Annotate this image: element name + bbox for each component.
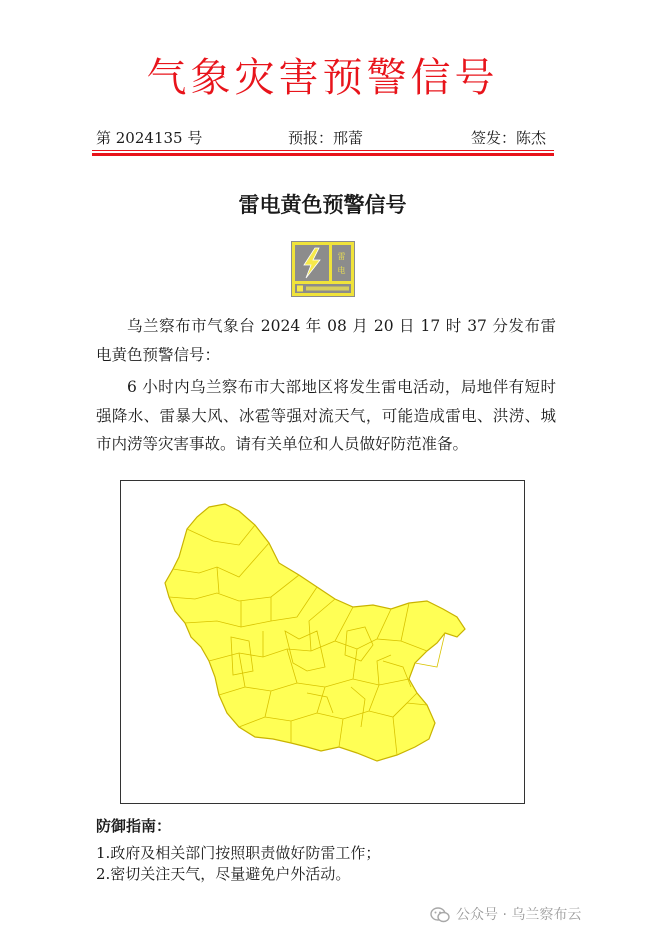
header-rule-thick [92, 153, 554, 156]
guide-item: 2.密切关注天气，尽量避免户外活动。 [96, 865, 351, 883]
wechat-icon [430, 906, 450, 924]
watermark [430, 904, 630, 926]
svg-text:电: 电 [337, 266, 346, 275]
region-outline [165, 504, 465, 761]
svg-text:雷: 雷 [337, 252, 346, 261]
signer-label: 签发：陈杰 [470, 129, 546, 147]
guide-item: 1.政府及相关部门按照职责做好防雷工作； [96, 844, 381, 862]
meta-row [94, 127, 552, 149]
issue-number: 第 2024135 号 [96, 129, 203, 147]
guide-list [96, 843, 380, 885]
forecaster-label: 预报：邢蕾 [288, 129, 364, 147]
document-title: 雷电黄色预警信号 [238, 192, 407, 217]
region-map-svg [121, 481, 526, 805]
guide-heading: 防御指南： [96, 817, 172, 835]
thunder-yellow-warning-icon [291, 241, 355, 297]
watermark-text: 公众号 · 乌兰察布云 [456, 907, 582, 923]
warning-area-map [120, 480, 525, 804]
paragraph-details: 6 小时内乌兰察布市大部地区将发生雷电活动，局地伴有短时强降水、雷暴大风、冰雹等强对流天气，可能造成雷电、洪涝、城市内涝等灾害事故。请有关单位和人员做好防范准备。 [96, 378, 556, 453]
header-rule-thin [92, 150, 554, 151]
paragraph-issuance: 乌兰察布市气象台 2024 年 08 月 20 日 17 时 37 分发布雷电黄色预警信号： [96, 317, 556, 364]
page-header-title: 气象灾害预警信号 [146, 55, 499, 101]
